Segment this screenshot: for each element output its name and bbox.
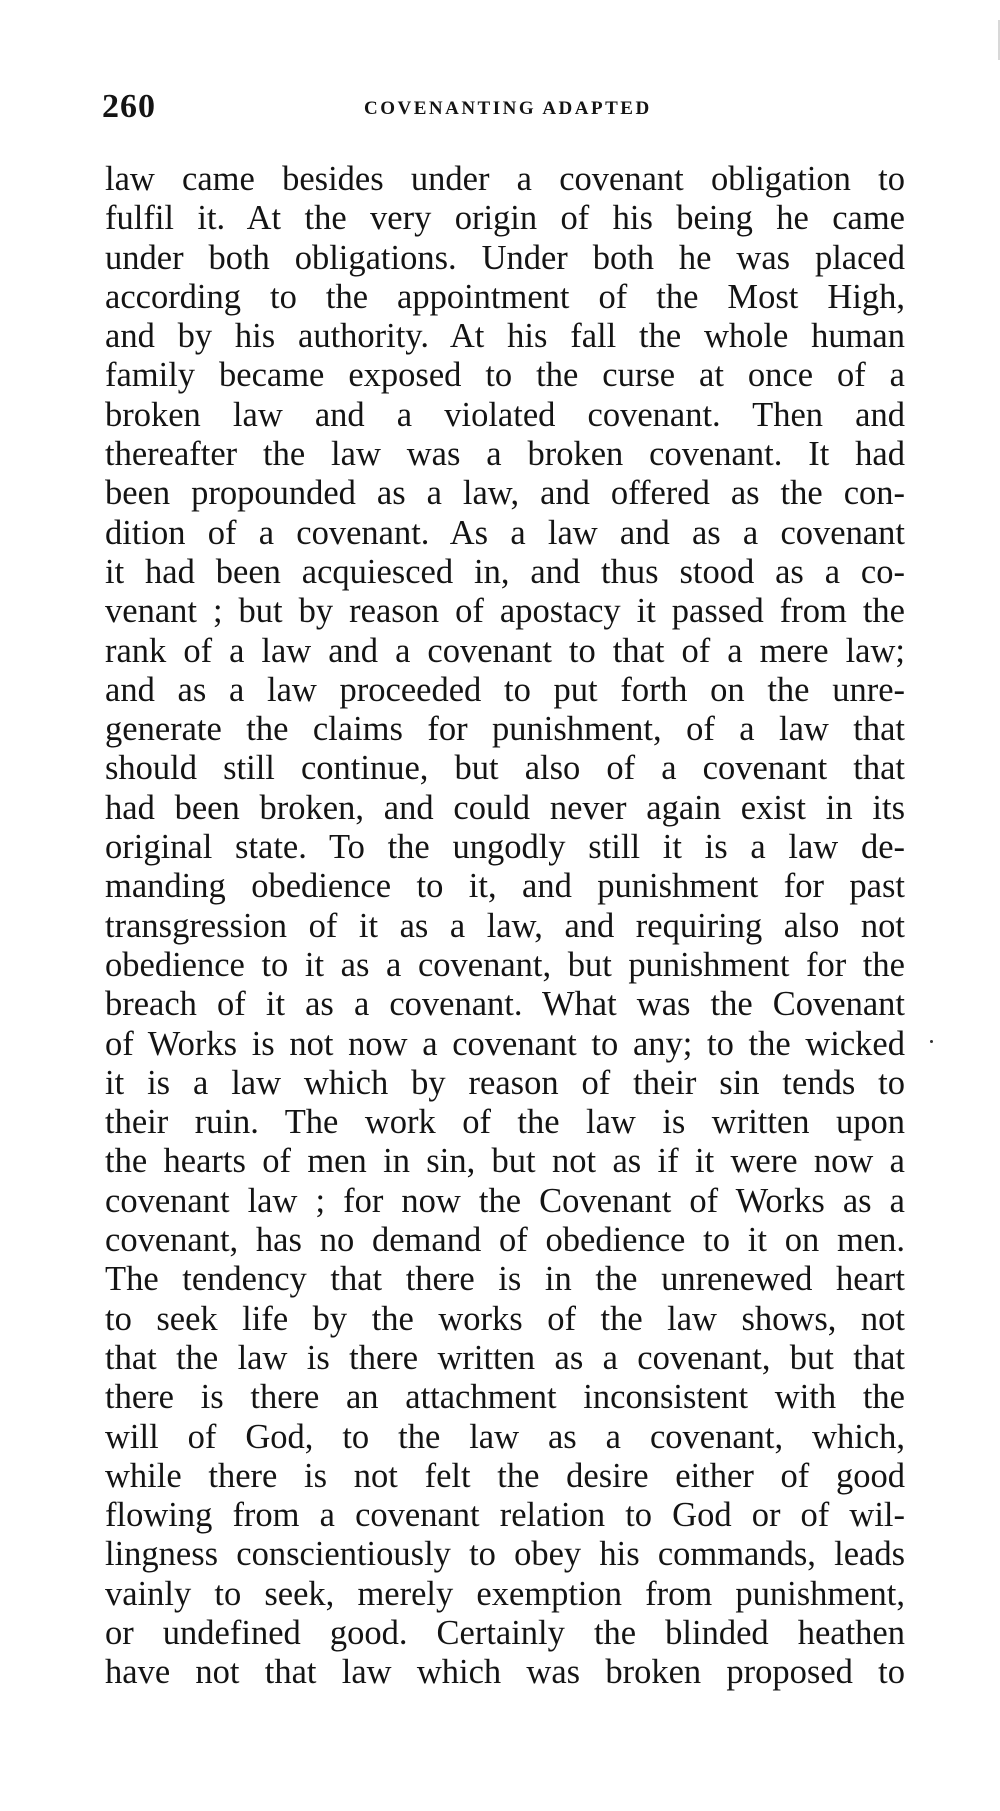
text-line: should still continue, but also of a covenant that [105, 749, 905, 788]
text-line: manding obedience to it, and punishment for past [105, 867, 905, 906]
text-line: breach of it as a covenant. What was the Covenant [105, 985, 905, 1024]
text-line: broken law and a violated covenant. Then and [105, 395, 905, 434]
text-line: rank of a law and a covenant to that of a mere law; [105, 631, 905, 670]
text-line: of Works is not now a covenant to any; to the wicked [105, 1024, 905, 1063]
text-line: and as a law proceeded to put forth on the unre- [105, 670, 905, 709]
text-line: have not that law which was broken proposed to [105, 1653, 905, 1692]
text-line: obedience to it as a covenant, but punishment for the [105, 945, 905, 984]
text-line: will of God, to the law as a covenant, which, [105, 1417, 905, 1456]
text-line: that the law is there written as a covenant, but that [105, 1338, 905, 1377]
text-line: lingness conscientiously to obey his commands, leads [105, 1535, 905, 1574]
text-line: had been broken, and could never again exist in its [105, 788, 905, 827]
text-line: family became exposed to the curse at once of a [105, 356, 905, 395]
text-line: to seek life by the works of the law shows, not [105, 1299, 905, 1338]
print-speck [930, 1040, 933, 1043]
text-line: original state. To the ungodly still it is a law de- [105, 828, 905, 867]
text-line: generate the claims for punishment, of a law that [105, 710, 905, 749]
text-line: thereafter the law was a broken covenant. It had [105, 435, 905, 474]
text-line: law came besides under a covenant obligation to [105, 160, 905, 198]
page-number: 260 [102, 88, 156, 125]
running-head [102, 88, 902, 128]
text-line: it is a law which by reason of their sin tends to [105, 1063, 905, 1102]
text-line: fulfil it. At the very origin of his being he came [105, 199, 905, 238]
text-line: according to the appointment of the Most High, [105, 277, 905, 316]
text-line: there is there an attachment inconsistent with the [105, 1378, 905, 1417]
running-title: COVENANTING ADAPTED [364, 98, 652, 119]
body-text [105, 160, 905, 1693]
text-line: flowing from a covenant relation to God or of wil- [105, 1496, 905, 1535]
text-line: and by his authority. At his fall the whole human [105, 317, 905, 356]
text-line: been propounded as a law, and offered as the con- [105, 474, 905, 513]
text-line: or undefined good. Certainly the blinded heathen [105, 1613, 905, 1652]
text-line: dition of a covenant. As a law and as a covenant [105, 513, 905, 552]
text-line: transgression of it as a law, and requiring also not [105, 906, 905, 945]
text-line: covenant, has no demand of obedience to it on men. [105, 1221, 905, 1260]
text-line: the hearts of men in sin, but not as if it were now a [105, 1142, 905, 1181]
text-line: venant ; but by reason of apostacy it passed from the [105, 592, 905, 631]
text-line: under both obligations. Under both he was placed [105, 238, 905, 277]
text-line: The tendency that there is in the unrenewed heart [105, 1260, 905, 1299]
text-line: while there is not felt the desire either of good [105, 1456, 905, 1495]
text-line: vainly to seek, merely exemption from punishment, [105, 1574, 905, 1613]
text-line: it had been acquiesced in, and thus stood as a co- [105, 552, 905, 591]
text-line: covenant law ; for now the Covenant of Works as a [105, 1181, 905, 1220]
text-line: their ruin. The work of the law is written upon [105, 1103, 905, 1142]
